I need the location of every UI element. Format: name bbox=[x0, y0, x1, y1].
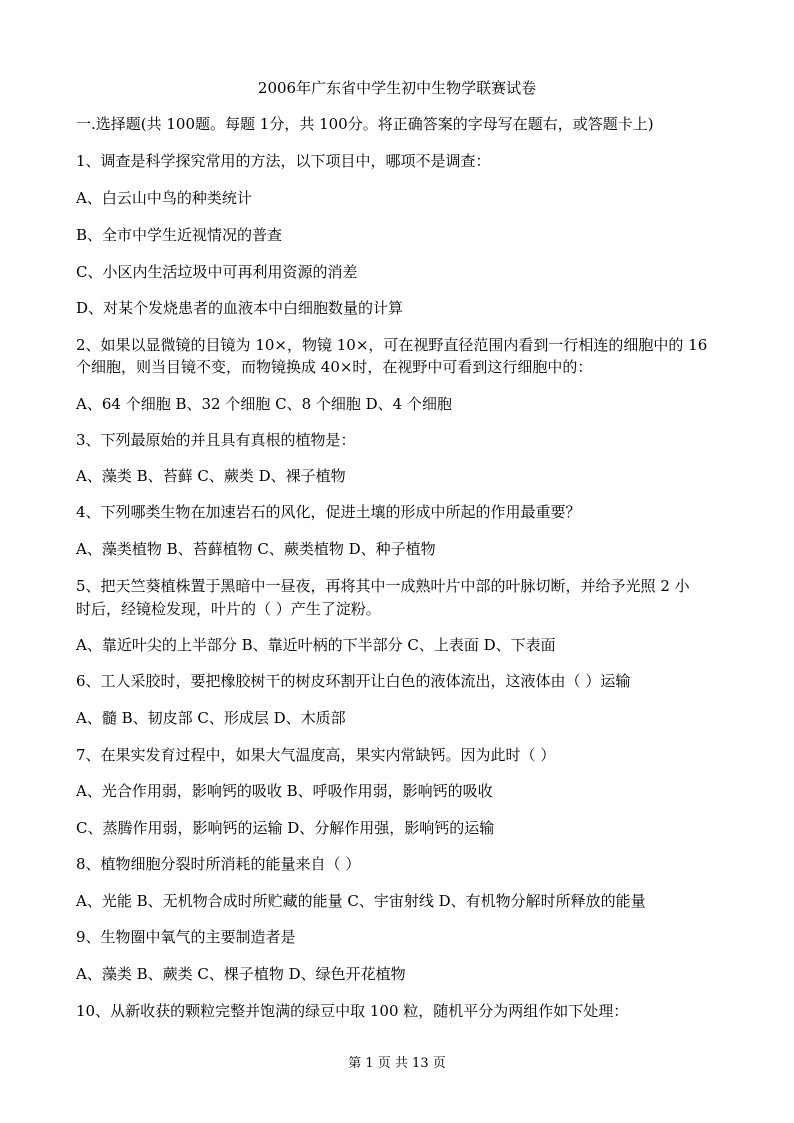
page-footer: 第 1 页 共 13 页 bbox=[348, 1056, 446, 1071]
question-1: 1、调查是科学探究常用的方法，以下项目中，哪项不是调查： bbox=[76, 152, 491, 170]
option-line: D、对某个发烧患者的血液本中白细胞数量的计算 bbox=[76, 299, 404, 317]
option-line: A、髓 B、韧皮部 C、形成层 D、木质部 bbox=[76, 709, 346, 727]
question-2-continued: 个细胞，则当目镜不变，而物镜换成 40×时，在视野中可看到这行细胞中的： bbox=[76, 358, 593, 376]
option-line: A、藻类植物 B、苔藓植物 C、蕨类植物 D、种子植物 bbox=[76, 540, 436, 558]
option-line: A、光能 B、无机物合成时所贮藏的能量 C、宇宙射线 D、有机物分解时所释放的能量 bbox=[76, 892, 646, 910]
question-10: 10、从新收获的颗粒完整并饱满的绿豆中取 100 粒，随机平分为两组作如下处理： bbox=[76, 1002, 629, 1020]
question-9: 9、生物圈中氧气的主要制造者是 bbox=[76, 928, 296, 946]
question-6: 6、工人采胶时，要把橡胶树干的树皮环割开让白色的液体流出，这液体由（ ）运输 bbox=[76, 672, 631, 690]
question-3: 3、下列最原始的并且具有真根的植物是： bbox=[76, 431, 356, 449]
option-line: A、64 个细胞 B、32 个细胞 C、8 个细胞 D、4 个细胞 bbox=[76, 395, 452, 413]
option-line: C、小区内生活垃圾中可再利用资源的消差 bbox=[76, 263, 358, 281]
option-line: C、蒸腾作用弱，影响钙的运输 D、分解作用强，影响钙的运输 bbox=[76, 819, 495, 837]
question-5-continued: 时后，经镜检发现，叶片的（ ）产生了淀粉。 bbox=[76, 600, 381, 618]
option-line: A、靠近叶尖的上半部分 B、靠近叶柄的下半部分 C、上表面 D、下表面 bbox=[76, 636, 556, 654]
section-instruction: 一.选择题(共 100题。每题 1分，共 100分。将正确答案的字母写在题右，或答题卡上) bbox=[76, 115, 654, 133]
question-7: 7、在果实发育过程中，如果大气温度高，果实内常缺钙。因为此时（ ） bbox=[76, 746, 556, 764]
question-8: 8、植物细胞分裂时所消耗的能量来自（ ） bbox=[76, 855, 361, 873]
option-line: A、藻类 B、蕨类 C、棵子植物 D、绿色开花植物 bbox=[76, 965, 406, 983]
option-line: B、全市中学生近视情况的普查 bbox=[76, 226, 283, 244]
option-line: A、藻类 B、苔藓 C、蕨类 D、裸子植物 bbox=[76, 467, 346, 485]
option-line: A、光合作用弱，影响钙的吸收 B、呼吸作用弱，影响钙的吸收 bbox=[76, 782, 493, 800]
question-5: 5、把天竺葵植株置于黑暗中一昼夜，再将其中一成熟叶片中部的叶脉切断，并给予光照 2 小 bbox=[76, 577, 690, 595]
question-4: 4、下列哪类生物在加速岩石的风化，促进土壤的形成中所起的作用最重要？ bbox=[76, 503, 581, 521]
page-title: 2006年广东省中学生初中生物学联赛试卷 bbox=[257, 79, 537, 97]
option-line: A、白云山中鸟的种类统计 bbox=[76, 189, 252, 207]
question-2: 2、如果以显微镜的目镜为 10×，物镜 10×，可在视野直径范围内看到一行相连的细胞中的 16 bbox=[76, 336, 708, 354]
